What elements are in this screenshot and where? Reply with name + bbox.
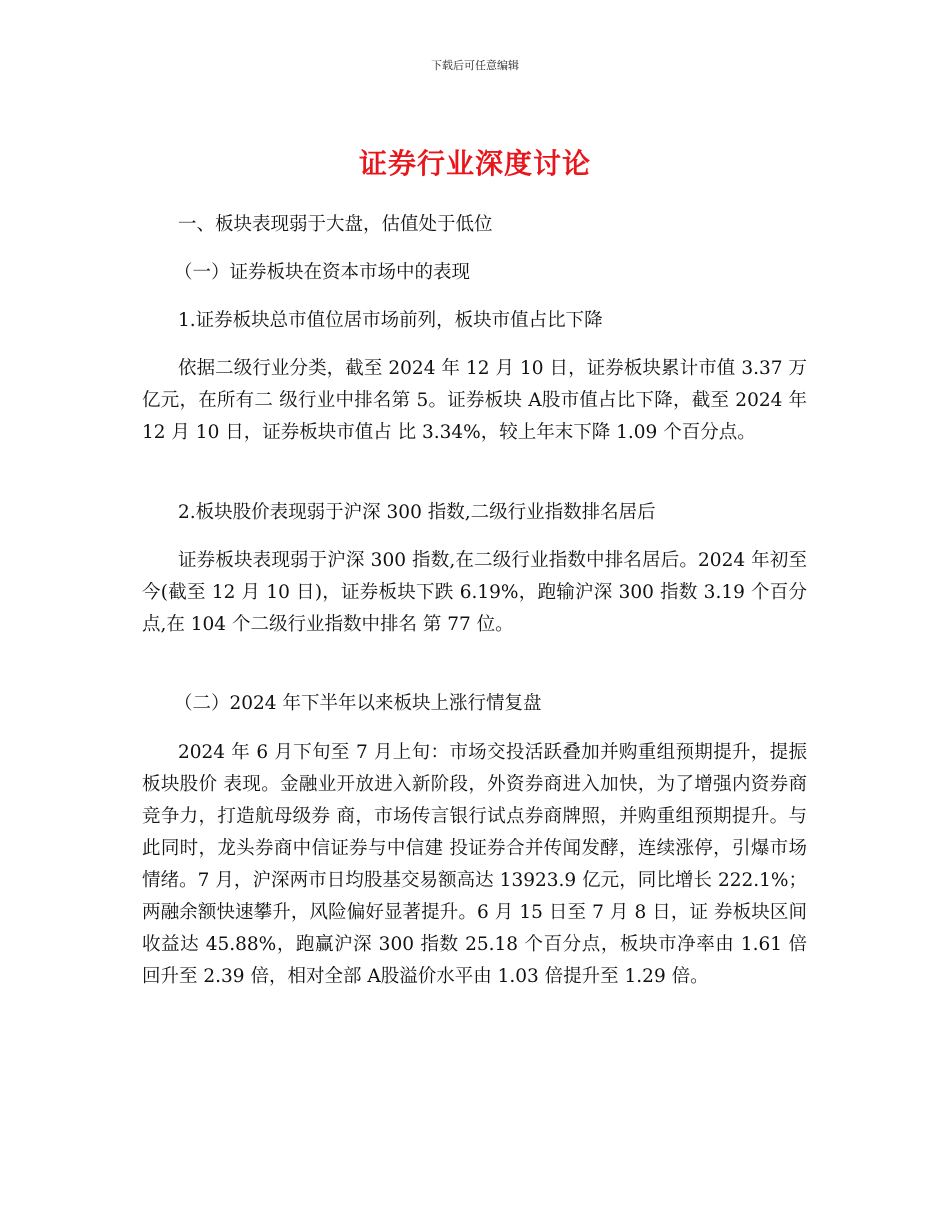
document-title: 证券行业深度讨论: [358, 147, 591, 180]
page-header-note: 下载后可任意编辑: [431, 59, 519, 72]
subsection-heading-1: （一）证券板块在资本市场中的表现: [174, 262, 471, 283]
paragraph-1: 依据二级行业分类，截至 2024 年 12 月 10 日，证券板块累计市值 3.37 万亿元，在所有二 级行业中排名第 5。证券板块 A股市值占比下降，截至 2024 年 12 月 10 日，证券板块市值占 比 3.34%，较上年末下降 1.09 个百分点。: [142, 358, 807, 443]
paragraph-2: 证券板块表现弱于沪深 300 指数,在二级行业指数中排名居后。2024 年初至今(截至 12 月 10 日)，证券板块下跌 6.19%，跑输沪深 300 指数 3.19 个百分点,在 104 个二级行业指数中排名 第 77 位。: [142, 550, 807, 635]
section-heading-1: 一、板块表现弱于大盘，估值处于低位: [178, 214, 493, 235]
point-heading-1: 1.证券板块总市值位居市场前列，板块市值占比下降: [178, 310, 603, 331]
paragraph-3: 2024 年 6 月下旬至 7 月上旬：市场交投活跃叠加并购重组预期提升，提振板块股价 表现。金融业开放进入新阶段，外资券商进入加快，为了增强内资券商竞争力，打造航母级券 商，市场传言银行试点券商牌照，并购重组预期提升。与此同时，龙头券商中信证券与中信建 投证券合并传闻发酵，连续涨停，引爆市场情绪。7 月，沪深两市日均股基交易额高达 13923.9 亿元，同比增长 222.1%；两融余额快速攀升，风险偏好显著提升。6 月 15 日至 7 月 8 日，证 券板块区间收益达 45.88%，跑赢沪深 300 指数 25.18 个百分点，板块市净率由 1.61 倍回升至 2.39 倍，相对全部 A股溢价水平由 1.03 倍提升至 1.29 倍。: [142, 742, 807, 987]
subsection-heading-2: （二）2024 年下半年以来板块上涨行情复盘: [174, 693, 542, 714]
point-heading-2: 2.板块股价表现弱于沪深 300 指数,二级行业指数排名居后: [178, 502, 656, 523]
